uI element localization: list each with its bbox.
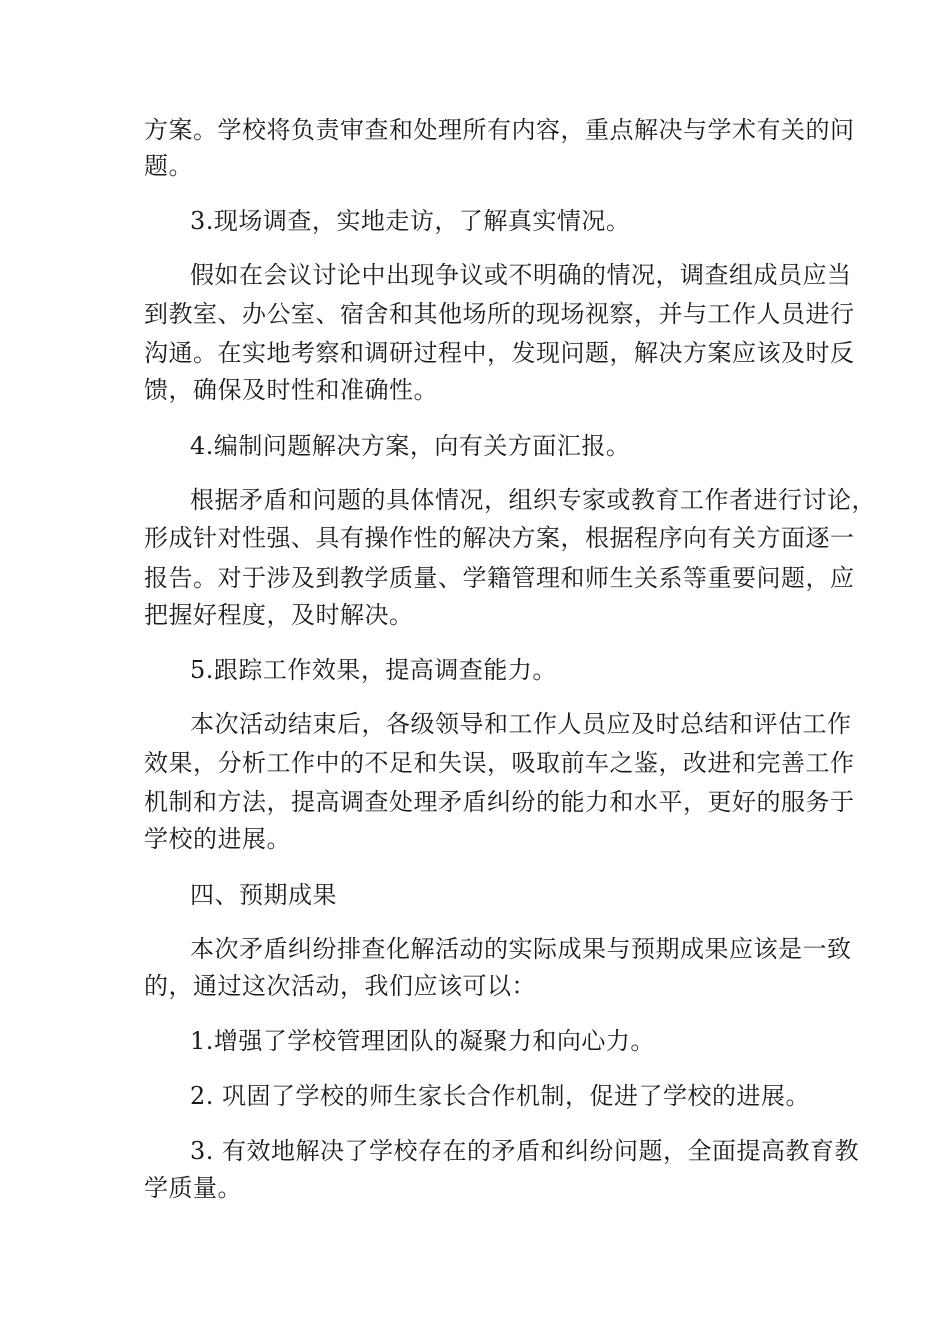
section-heading: 四、预期成果 xyxy=(190,881,337,909)
text-line: 本次矛盾纠纷排查化解活动的实际成果与预期成果应该是一致 xyxy=(190,935,852,963)
text-line: 假如在会议讨论中出现争议或不明确的情况，调查组成员应当 xyxy=(190,261,852,289)
text-line: 学质量。 xyxy=(144,1174,242,1202)
section-heading: 5.跟踪工作效果，提高调查能力。 xyxy=(190,656,557,684)
list-item: 2. 巩固了学校的师生家长合作机制，促进了学校的进展。 xyxy=(190,1082,811,1110)
text-line: 效果，分析工作中的不足和失误，吸取前车之鉴，改进和完善工作 xyxy=(144,749,855,777)
text-line: 到教室、办公室、宿舍和其他场所的现场视察，并与工作人员进行 xyxy=(144,300,855,328)
text-line: 根据矛盾和问题的具体情况，组织专家或教育工作者进行讨论， xyxy=(190,486,876,514)
section-heading: 4.编制问题解决方案，向有关方面汇报。 xyxy=(190,432,631,460)
list-item: 1.增强了学校管理团队的凝聚力和向心力。 xyxy=(190,1027,655,1055)
text-line: 把握好程度，及时解决。 xyxy=(144,601,414,629)
list-item: 3. 有效地解决了学校存在的矛盾和纠纷问题，全面提高教育教 xyxy=(190,1137,860,1165)
text-line: 学校的进展。 xyxy=(144,825,291,853)
text-line: 方案。学校将负责审查和处理所有内容，重点解决与学术有关的问 xyxy=(144,116,855,144)
text-line: 馈，确保及时性和准确性。 xyxy=(144,376,438,404)
text-line: 题。 xyxy=(144,152,193,180)
text-line: 本次活动结束后，各级领导和工作人员应及时总结和评估工作 xyxy=(190,710,852,738)
text-line: 机制和方法，提高调查处理矛盾纠纷的能力和水平，更好的服务于 xyxy=(144,788,855,816)
text-line: 的，通过这次活动，我们应该可以： xyxy=(144,972,536,1000)
text-line: 形成针对性强、具有操作性的解决方案，根据程序向有关方面逐一 xyxy=(144,524,855,552)
text-line: 报告。对于涉及到教学质量、学籍管理和师生关系等重要问题，应 xyxy=(144,564,855,592)
section-heading: 3.现场调查，实地走访，了解真实情况。 xyxy=(190,207,631,235)
text-line: 沟通。在实地考察和调研过程中，发现问题，解决方案应该及时反 xyxy=(144,339,855,367)
